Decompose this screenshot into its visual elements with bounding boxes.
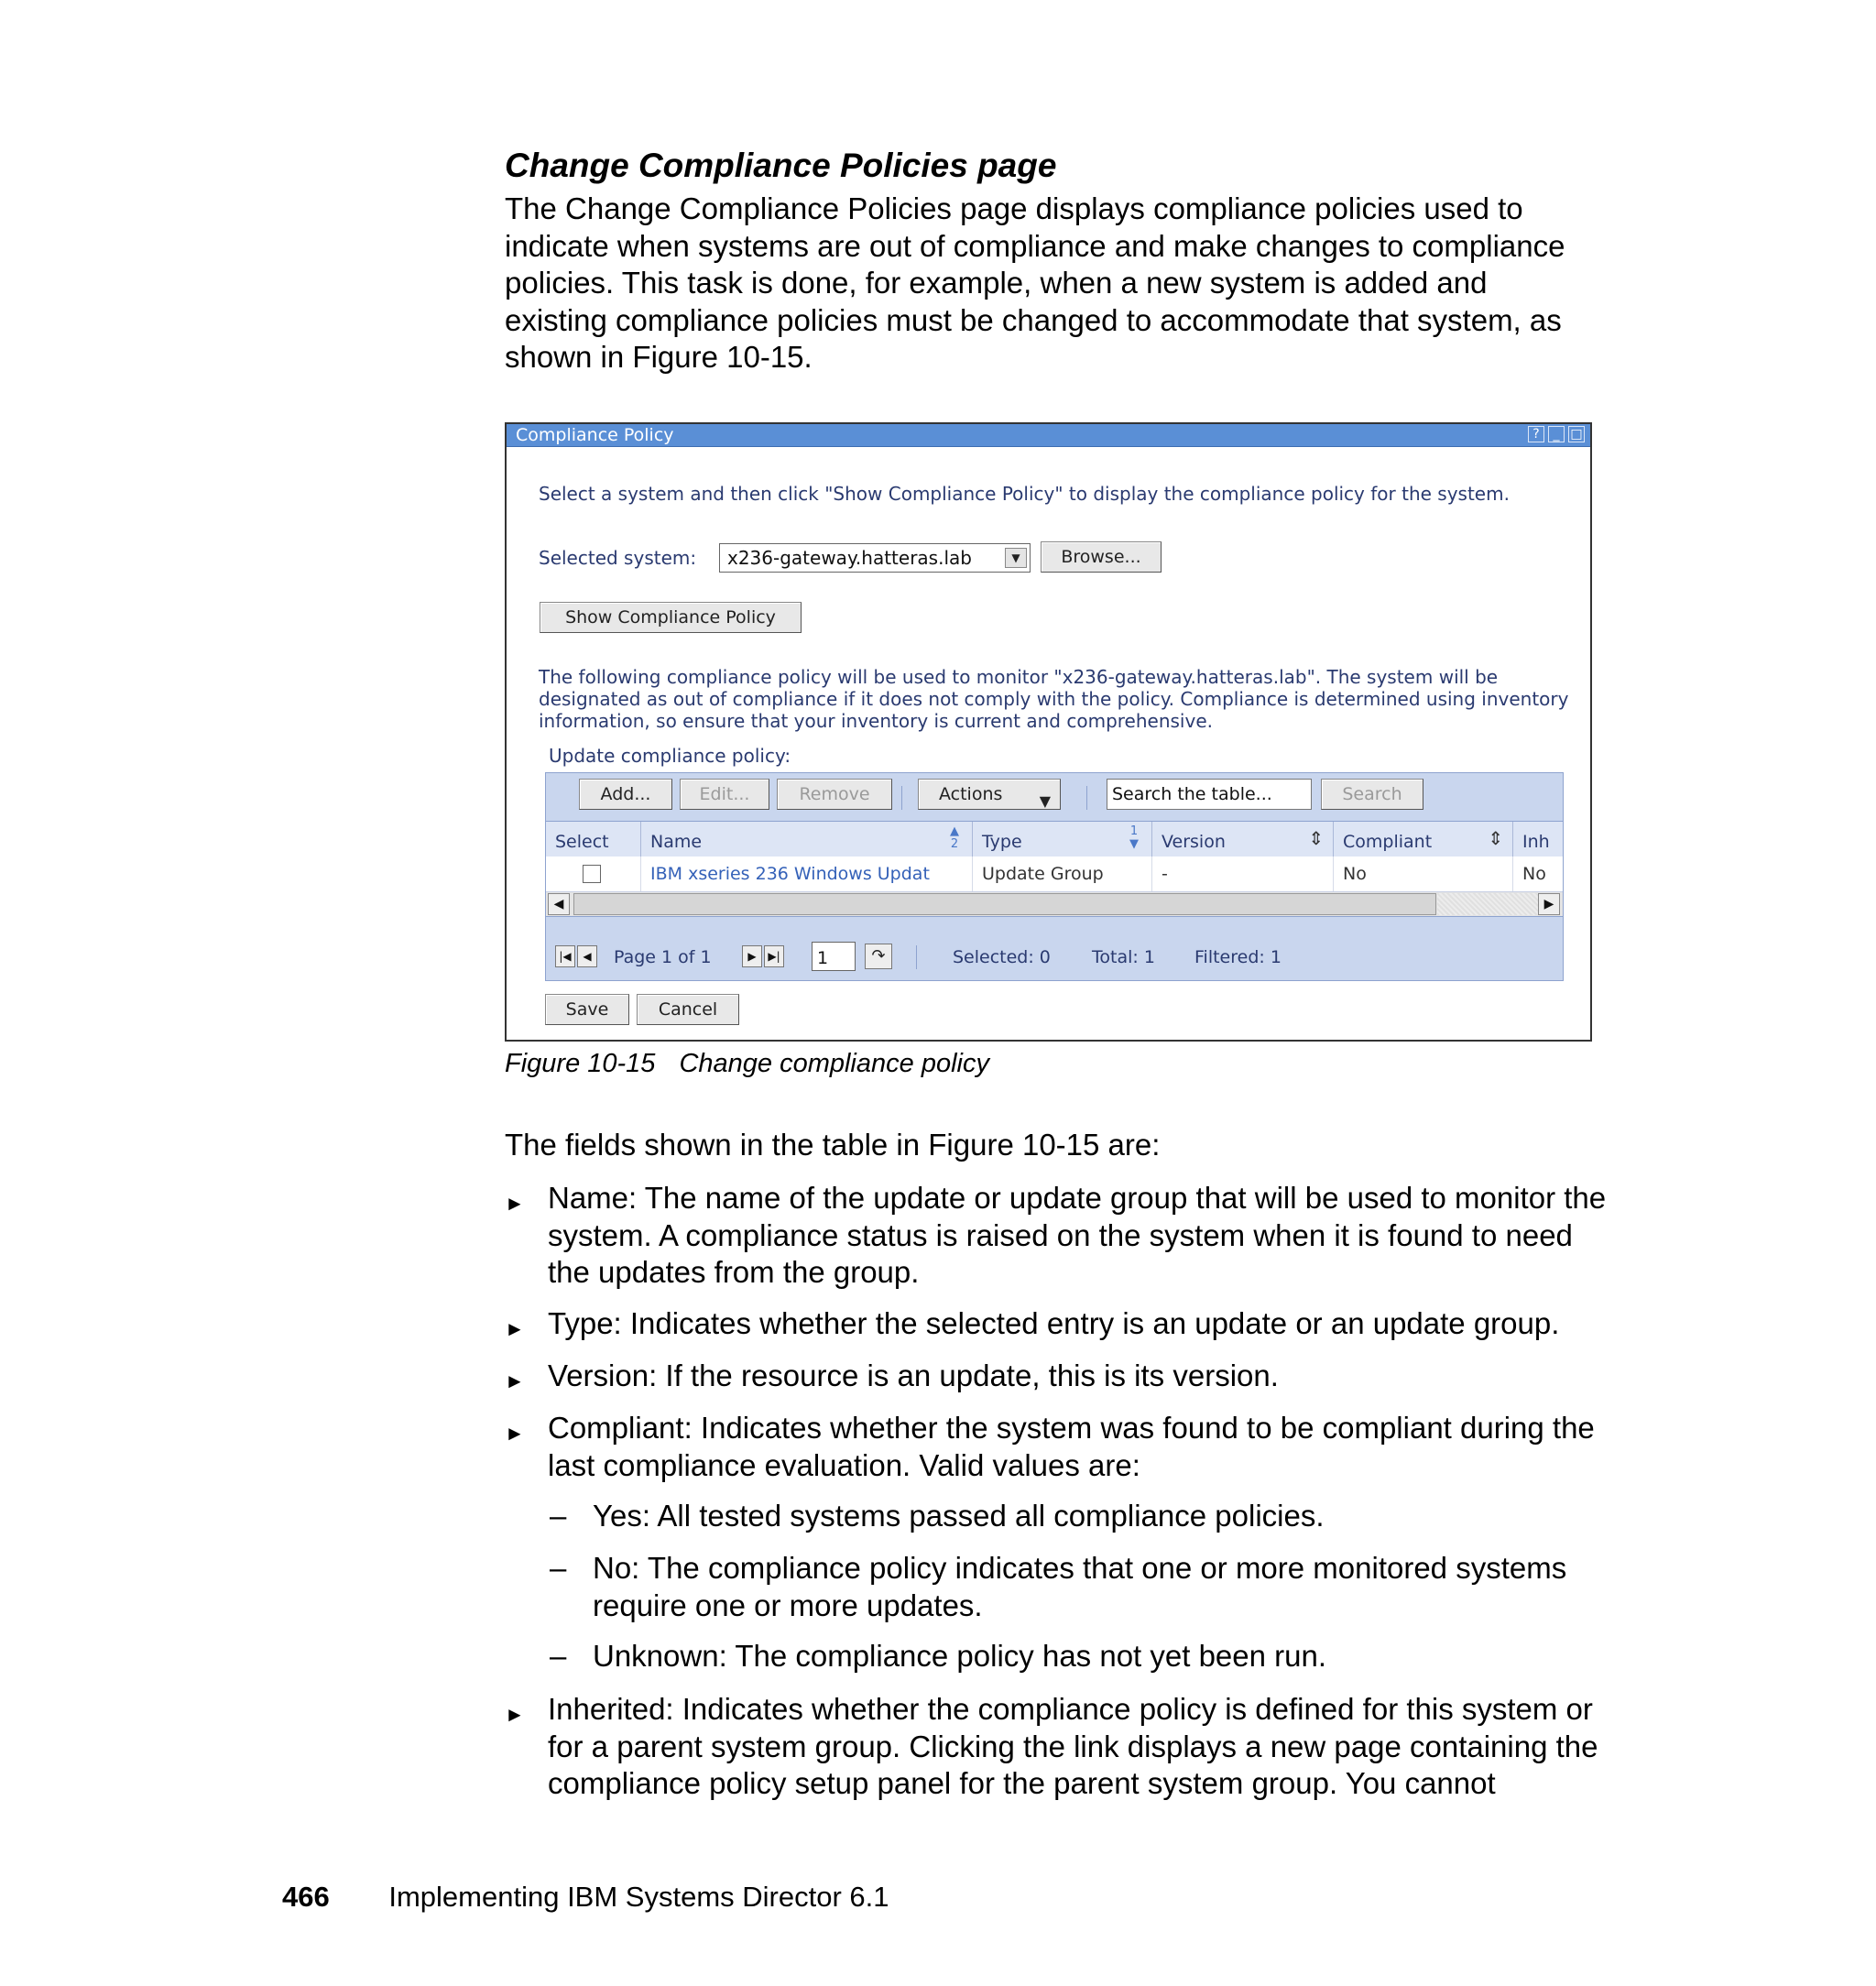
select-cell	[546, 857, 641, 891]
column-type[interactable]: Type 1 ▼	[973, 822, 1152, 857]
fields-intro: The fields shown in the table in Figure 10-15 are:	[505, 1128, 1161, 1162]
dash-marker: –	[550, 1639, 567, 1673]
section-heading: Change Compliance Policies page	[505, 147, 1057, 184]
update-policy-label: Update compliance policy:	[549, 745, 791, 767]
minimize-icon[interactable]: _	[1548, 426, 1565, 442]
window-title: Compliance Policy	[516, 425, 674, 445]
add-button[interactable]: Add...	[579, 779, 672, 810]
bullet-inherited: Inherited: Indicates whether the compliance policy is defined for this system or for a parent system group. Clicking the link displays a new page containing the compliance policy setup panel for the parent system group. You cannot	[548, 1692, 1598, 1800]
filtered-count: Filtered: 1	[1194, 947, 1282, 967]
selected-system-combo[interactable]	[719, 543, 1031, 573]
column-select[interactable]: Select	[546, 822, 641, 857]
value-yes: Yes: All tested systems passed all compliance policies.	[593, 1499, 1325, 1533]
selected-system-label: Selected system:	[539, 547, 697, 569]
bullet-compliant: Compliant: Indicates whether the system was found to be compliant during the last compliance evaluation. Valid values are:	[548, 1411, 1595, 1482]
row-checkbox[interactable]	[583, 865, 601, 883]
last-page-icon[interactable]: ▶|	[764, 945, 784, 967]
edit-button[interactable]: Edit...	[680, 779, 769, 810]
total-count: Total: 1	[1092, 947, 1155, 967]
bullet-marker: ►	[505, 1703, 525, 1726]
previous-page-icon[interactable]: ◀	[577, 945, 597, 967]
page-footer	[282, 1880, 889, 1915]
table-row	[546, 857, 1563, 892]
sort-icon: ⇕	[1488, 827, 1503, 849]
chevron-down-icon: ▼	[1039, 792, 1051, 810]
selected-count: Selected: 0	[953, 947, 1051, 967]
bullet-marker: ►	[505, 1422, 525, 1445]
bullet-type: Type: Indicates whether the selected entry is an update or an update group.	[548, 1306, 1560, 1340]
sort-ascending-icon: ▲ 2	[950, 824, 959, 851]
maximize-icon[interactable]: □	[1568, 426, 1585, 442]
book-title: Implementing IBM Systems Director 6.1	[388, 1881, 889, 1913]
search-button[interactable]: Search	[1321, 779, 1423, 810]
remove-button[interactable]: Remove	[777, 779, 892, 810]
column-name[interactable]: Name ▲ 2	[641, 822, 973, 857]
sort-descending-icon: 1 ▼	[1129, 824, 1139, 851]
cancel-button[interactable]: Cancel	[637, 994, 739, 1025]
bullet-name: Name: The name of the update or update group that will be used to monitor the system. A compliance status is raised on the system when it is found to need the updates from the group.	[548, 1181, 1607, 1289]
search-input[interactable]: Search the table...	[1107, 779, 1312, 810]
go-arrow-icon[interactable]: ↷	[865, 944, 892, 969]
compliance-policy-window	[505, 422, 1592, 1042]
show-compliance-policy-button[interactable]: Show Compliance Policy	[540, 602, 802, 633]
window-titlebar	[507, 424, 1590, 447]
bullet-marker: ►	[505, 1192, 525, 1215]
bullet-marker: ►	[505, 1317, 525, 1340]
instruction-text: Select a system and then click "Show Compliance Policy" to display the compliance policy for the system.	[539, 483, 1510, 505]
compliant-cell: No	[1334, 857, 1513, 891]
toolbar-separator	[901, 786, 902, 810]
table-header	[546, 821, 1563, 857]
inherited-link[interactable]: No	[1522, 864, 1546, 884]
dash-marker: –	[550, 1551, 567, 1585]
policy-table-panel	[545, 772, 1564, 981]
type-cell: Update Group	[973, 857, 1152, 891]
browse-button[interactable]: Browse...	[1041, 541, 1162, 573]
bullet-marker: ►	[505, 1369, 525, 1392]
dash-marker: –	[550, 1499, 567, 1533]
scroll-thumb[interactable]	[573, 893, 1436, 915]
monitor-text: The following compliance policy will be used to monitor "x236-gateway.hatteras.lab". The system will be designated as out of compliance if it does not comply with the policy. Compliance is determined using inventory information, so ensure that your inventory is current and comprehensive.	[539, 666, 1569, 732]
horizontal-scrollbar[interactable]	[546, 892, 1563, 917]
next-page-icon[interactable]: ▶	[742, 945, 762, 967]
toolbar-separator	[1086, 786, 1087, 810]
name-link[interactable]: IBM xseries 236 Windows Updat	[641, 857, 973, 891]
version-cell: -	[1152, 857, 1334, 891]
column-compliant[interactable]: Compliant ⇕	[1334, 822, 1513, 857]
actions-menu-button[interactable]	[918, 779, 1061, 810]
actions-label: Actions	[939, 784, 1003, 804]
first-page-icon[interactable]: |◀	[555, 945, 575, 967]
save-button[interactable]: Save	[545, 994, 629, 1025]
bullet-version: Version: If the resource is an update, this is its version.	[548, 1359, 1279, 1392]
page-number-input[interactable]: 1	[812, 942, 856, 971]
selected-system-value: x236-gateway.hatteras.lab	[727, 547, 972, 569]
figure-caption: Figure 10-15 Change compliance policy	[505, 1049, 989, 1078]
scroll-left-icon[interactable]: ◀	[548, 893, 570, 915]
intro-paragraph: The Change Compliance Policies page displays compliance policies used to indicate when systems are out of compliance and make changes to compliance policies. This task is done, for example, when a new system is added and existing compliance policies must be changed to accommodate that system, as shown in Figure 10-15.	[505, 191, 1565, 374]
scroll-track[interactable]	[1437, 893, 1538, 915]
page-indicator: Page 1 of 1	[614, 947, 712, 967]
value-no: No: The compliance policy indicates that one or more monitored systems require one or more updates.	[593, 1551, 1567, 1622]
pagination-separator	[916, 945, 917, 969]
page-number: 466	[282, 1881, 330, 1913]
column-inherited[interactable]: Inh	[1522, 832, 1550, 852]
value-unknown: Unknown: The compliance policy has not yet been run.	[593, 1639, 1327, 1673]
scroll-right-icon[interactable]: ▶	[1538, 893, 1560, 915]
column-version[interactable]: Version ⇕	[1152, 822, 1334, 857]
sort-icon: ⇕	[1308, 827, 1324, 849]
help-icon[interactable]: ?	[1528, 426, 1544, 442]
chevron-down-icon[interactable]: ▼	[1005, 548, 1027, 568]
